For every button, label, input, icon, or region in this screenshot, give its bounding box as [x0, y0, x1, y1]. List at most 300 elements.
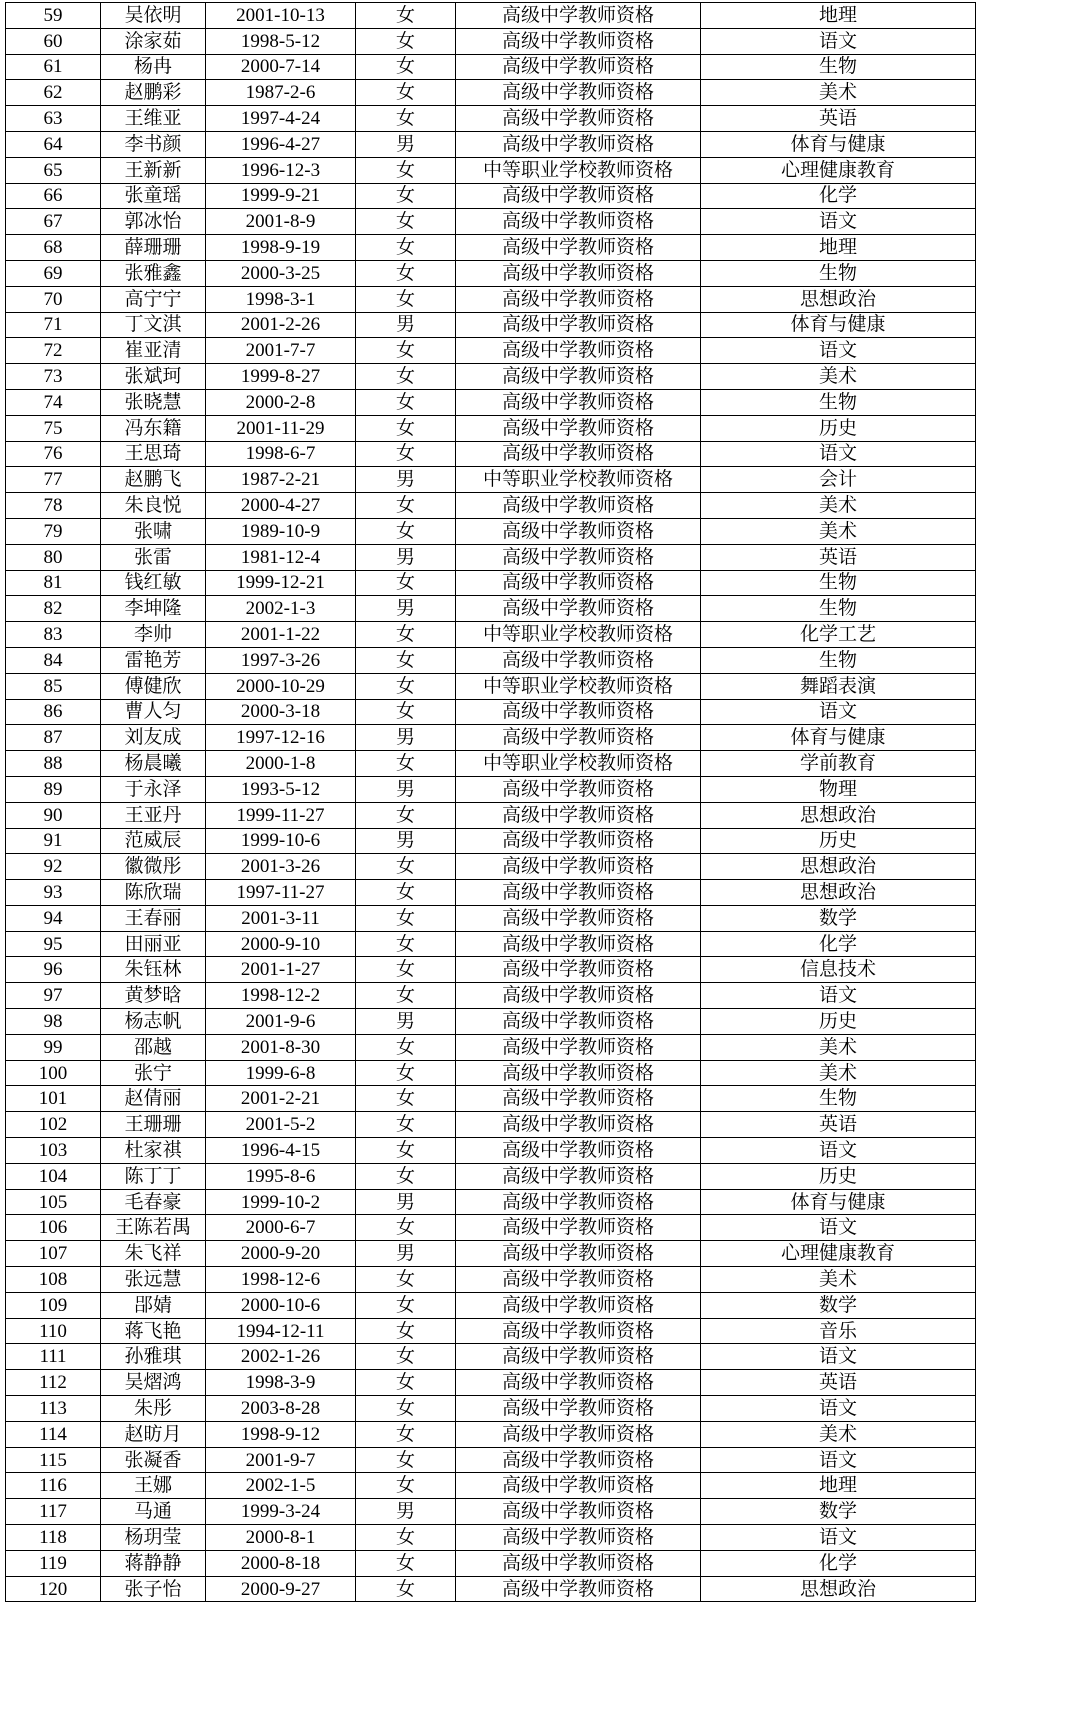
cell-certificate: 高级中学教师资格 [456, 983, 701, 1009]
cell-gender: 男 [356, 1499, 456, 1525]
cell-name: 朱飞祥 [101, 1241, 206, 1267]
cell-name: 张凝香 [101, 1447, 206, 1473]
cell-name: 张晓慧 [101, 389, 206, 415]
cell-name: 王春丽 [101, 905, 206, 931]
cell-subject: 生物 [701, 260, 976, 286]
cell-gender: 女 [356, 157, 456, 183]
cell-certificate: 中等职业学校教师资格 [456, 467, 701, 493]
cell-name: 赵昉月 [101, 1421, 206, 1447]
cell-subject: 语文 [701, 1447, 976, 1473]
cell-seq: 101 [6, 1086, 101, 1112]
cell-seq: 84 [6, 647, 101, 673]
cell-gender: 女 [356, 802, 456, 828]
cell-subject: 美术 [701, 364, 976, 390]
cell-subject: 美术 [701, 80, 976, 106]
cell-gender: 男 [356, 1189, 456, 1215]
cell-birthdate: 2001-1-27 [206, 957, 356, 983]
cell-gender: 女 [356, 1525, 456, 1551]
cell-subject: 生物 [701, 647, 976, 673]
cell-gender: 女 [356, 1138, 456, 1164]
cell-birthdate: 2003-8-28 [206, 1396, 356, 1422]
cell-subject: 历史 [701, 1009, 976, 1035]
cell-certificate: 高级中学教师资格 [456, 80, 701, 106]
cell-gender: 女 [356, 389, 456, 415]
cell-seq: 79 [6, 518, 101, 544]
cell-name: 朱钰林 [101, 957, 206, 983]
roster-table-body [6, 3, 976, 1602]
cell-gender: 女 [356, 54, 456, 80]
cell-subject: 生物 [701, 596, 976, 622]
cell-seq: 113 [6, 1396, 101, 1422]
cell-seq: 69 [6, 260, 101, 286]
cell-name: 薛珊珊 [101, 235, 206, 261]
cell-birthdate: 2000-1-8 [206, 751, 356, 777]
cell-seq: 60 [6, 28, 101, 54]
cell-certificate: 高级中学教师资格 [456, 1086, 701, 1112]
cell-certificate: 高级中学教师资格 [456, 776, 701, 802]
cell-seq: 78 [6, 493, 101, 519]
cell-subject: 生物 [701, 389, 976, 415]
cell-seq: 96 [6, 957, 101, 983]
cell-gender: 女 [356, 1447, 456, 1473]
cell-gender: 女 [356, 1060, 456, 1086]
cell-birthdate: 2000-8-18 [206, 1550, 356, 1576]
cell-birthdate: 2001-8-9 [206, 209, 356, 235]
cell-subject: 生物 [701, 54, 976, 80]
cell-name: 陈丁丁 [101, 1163, 206, 1189]
cell-subject: 语文 [701, 1525, 976, 1551]
cell-certificate: 高级中学教师资格 [456, 183, 701, 209]
cell-gender: 女 [356, 957, 456, 983]
cell-seq: 64 [6, 131, 101, 157]
table-row [6, 467, 976, 493]
table-row [6, 1344, 976, 1370]
cell-seq: 118 [6, 1525, 101, 1551]
cell-seq: 97 [6, 983, 101, 1009]
cell-birthdate: 1998-6-7 [206, 441, 356, 467]
cell-seq: 115 [6, 1447, 101, 1473]
table-row [6, 1060, 976, 1086]
cell-gender: 男 [356, 1241, 456, 1267]
cell-name: 曹人匀 [101, 699, 206, 725]
cell-subject: 会计 [701, 467, 976, 493]
cell-name: 王维亚 [101, 106, 206, 132]
cell-certificate: 高级中学教师资格 [456, 1370, 701, 1396]
table-row [6, 776, 976, 802]
table-row [6, 673, 976, 699]
cell-subject: 美术 [701, 1267, 976, 1293]
cell-certificate: 高级中学教师资格 [456, 1396, 701, 1422]
cell-gender: 女 [356, 1344, 456, 1370]
cell-birthdate: 2000-9-27 [206, 1576, 356, 1602]
cell-seq: 88 [6, 751, 101, 777]
cell-certificate: 高级中学教师资格 [456, 54, 701, 80]
cell-certificate: 高级中学教师资格 [456, 260, 701, 286]
cell-subject: 思想政治 [701, 1576, 976, 1602]
cell-name: 崔亚清 [101, 338, 206, 364]
cell-birthdate: 1999-6-8 [206, 1060, 356, 1086]
cell-birthdate: 1998-9-19 [206, 235, 356, 261]
cell-name: 朱彤 [101, 1396, 206, 1422]
cell-gender: 女 [356, 1550, 456, 1576]
cell-gender: 男 [356, 596, 456, 622]
cell-name: 杨冉 [101, 54, 206, 80]
cell-gender: 女 [356, 673, 456, 699]
cell-subject: 历史 [701, 828, 976, 854]
cell-certificate: 高级中学教师资格 [456, 441, 701, 467]
cell-birthdate: 2001-5-2 [206, 1112, 356, 1138]
cell-gender: 女 [356, 1576, 456, 1602]
cell-gender: 女 [356, 183, 456, 209]
cell-name: 张雅鑫 [101, 260, 206, 286]
cell-birthdate: 1999-12-21 [206, 570, 356, 596]
cell-seq: 98 [6, 1009, 101, 1035]
cell-certificate: 高级中学教师资格 [456, 28, 701, 54]
cell-gender: 女 [356, 441, 456, 467]
cell-birthdate: 1998-5-12 [206, 28, 356, 54]
cell-certificate: 高级中学教师资格 [456, 1060, 701, 1086]
roster-table [5, 2, 976, 1602]
cell-seq: 82 [6, 596, 101, 622]
cell-gender: 女 [356, 1292, 456, 1318]
table-row [6, 905, 976, 931]
cell-certificate: 高级中学教师资格 [456, 1267, 701, 1293]
cell-name: 李帅 [101, 622, 206, 648]
cell-gender: 女 [356, 647, 456, 673]
cell-subject: 语文 [701, 338, 976, 364]
cell-gender: 女 [356, 1215, 456, 1241]
table-row [6, 1525, 976, 1551]
cell-certificate: 高级中学教师资格 [456, 544, 701, 570]
cell-subject: 语文 [701, 983, 976, 1009]
cell-certificate: 高级中学教师资格 [456, 725, 701, 751]
cell-gender: 女 [356, 1267, 456, 1293]
cell-gender: 女 [356, 1370, 456, 1396]
cell-certificate: 高级中学教师资格 [456, 1550, 701, 1576]
cell-gender: 女 [356, 751, 456, 777]
cell-certificate: 高级中学教师资格 [456, 415, 701, 441]
cell-subject: 美术 [701, 1034, 976, 1060]
table-row [6, 364, 976, 390]
cell-birthdate: 2002-1-3 [206, 596, 356, 622]
cell-seq: 85 [6, 673, 101, 699]
table-row [6, 1447, 976, 1473]
cell-name: 朱良悦 [101, 493, 206, 519]
cell-seq: 62 [6, 80, 101, 106]
table-row [6, 1318, 976, 1344]
table-row [6, 518, 976, 544]
cell-birthdate: 1995-8-6 [206, 1163, 356, 1189]
cell-seq: 108 [6, 1267, 101, 1293]
cell-name: 杜家祺 [101, 1138, 206, 1164]
cell-certificate: 高级中学教师资格 [456, 312, 701, 338]
cell-gender: 男 [356, 131, 456, 157]
table-row [6, 3, 976, 29]
cell-seq: 71 [6, 312, 101, 338]
table-row [6, 622, 976, 648]
table-row [6, 828, 976, 854]
cell-name: 雷艳芳 [101, 647, 206, 673]
cell-subject: 英语 [701, 106, 976, 132]
cell-subject: 语文 [701, 1138, 976, 1164]
cell-certificate: 高级中学教师资格 [456, 1215, 701, 1241]
cell-name: 徽微彤 [101, 854, 206, 880]
cell-birthdate: 2000-10-29 [206, 673, 356, 699]
cell-seq: 81 [6, 570, 101, 596]
cell-seq: 63 [6, 106, 101, 132]
cell-name: 郭冰怡 [101, 209, 206, 235]
cell-gender: 女 [356, 1112, 456, 1138]
roster-sheet [0, 2, 1080, 1729]
cell-birthdate: 1998-3-9 [206, 1370, 356, 1396]
cell-birthdate: 1999-9-21 [206, 183, 356, 209]
cell-certificate: 高级中学教师资格 [456, 1241, 701, 1267]
cell-gender: 女 [356, 622, 456, 648]
table-row [6, 1138, 976, 1164]
cell-seq: 99 [6, 1034, 101, 1060]
table-row [6, 699, 976, 725]
cell-name: 田丽亚 [101, 931, 206, 957]
cell-gender: 女 [356, 905, 456, 931]
cell-seq: 107 [6, 1241, 101, 1267]
cell-seq: 106 [6, 1215, 101, 1241]
cell-birthdate: 2001-2-26 [206, 312, 356, 338]
cell-gender: 女 [356, 106, 456, 132]
cell-certificate: 高级中学教师资格 [456, 1525, 701, 1551]
cell-name: 刘友成 [101, 725, 206, 751]
cell-seq: 59 [6, 3, 101, 29]
cell-birthdate: 2000-7-14 [206, 54, 356, 80]
cell-gender: 女 [356, 854, 456, 880]
cell-certificate: 高级中学教师资格 [456, 1318, 701, 1344]
cell-subject: 音乐 [701, 1318, 976, 1344]
cell-birthdate: 1997-11-27 [206, 880, 356, 906]
table-row [6, 1396, 976, 1422]
cell-birthdate: 1997-4-24 [206, 106, 356, 132]
cell-certificate: 高级中学教师资格 [456, 931, 701, 957]
table-row [6, 544, 976, 570]
cell-subject: 地理 [701, 1473, 976, 1499]
cell-certificate: 高级中学教师资格 [456, 828, 701, 854]
cell-gender: 男 [356, 544, 456, 570]
cell-subject: 思想政治 [701, 880, 976, 906]
cell-gender: 女 [356, 1396, 456, 1422]
cell-seq: 75 [6, 415, 101, 441]
cell-birthdate: 2002-1-26 [206, 1344, 356, 1370]
cell-seq: 95 [6, 931, 101, 957]
cell-seq: 66 [6, 183, 101, 209]
cell-seq: 117 [6, 1499, 101, 1525]
cell-subject: 舞蹈表演 [701, 673, 976, 699]
cell-certificate: 高级中学教师资格 [456, 106, 701, 132]
cell-birthdate: 1998-9-12 [206, 1421, 356, 1447]
table-row [6, 802, 976, 828]
cell-seq: 68 [6, 235, 101, 261]
table-row [6, 1086, 976, 1112]
table-row [6, 1034, 976, 1060]
cell-subject: 语文 [701, 1344, 976, 1370]
cell-seq: 119 [6, 1550, 101, 1576]
table-row [6, 493, 976, 519]
table-row [6, 1550, 976, 1576]
table-row [6, 983, 976, 1009]
cell-subject: 生物 [701, 570, 976, 596]
cell-certificate: 中等职业学校教师资格 [456, 622, 701, 648]
cell-certificate: 高级中学教师资格 [456, 1138, 701, 1164]
cell-name: 涂家茹 [101, 28, 206, 54]
cell-gender: 女 [356, 493, 456, 519]
cell-seq: 94 [6, 905, 101, 931]
cell-birthdate: 1996-4-27 [206, 131, 356, 157]
cell-gender: 女 [356, 80, 456, 106]
cell-gender: 男 [356, 312, 456, 338]
cell-gender: 女 [356, 28, 456, 54]
cell-certificate: 高级中学教师资格 [456, 493, 701, 519]
cell-certificate: 中等职业学校教师资格 [456, 673, 701, 699]
cell-birthdate: 1999-10-2 [206, 1189, 356, 1215]
table-row [6, 1370, 976, 1396]
table-row [6, 1112, 976, 1138]
cell-birthdate: 2000-9-20 [206, 1241, 356, 1267]
cell-birthdate: 1999-8-27 [206, 364, 356, 390]
cell-gender: 女 [356, 3, 456, 29]
cell-subject: 思想政治 [701, 286, 976, 312]
cell-birthdate: 1998-3-1 [206, 286, 356, 312]
cell-birthdate: 1996-4-15 [206, 1138, 356, 1164]
cell-birthdate: 2001-7-7 [206, 338, 356, 364]
cell-subject: 美术 [701, 1060, 976, 1086]
table-row [6, 957, 976, 983]
table-row [6, 1009, 976, 1035]
table-row [6, 596, 976, 622]
table-row [6, 338, 976, 364]
cell-name: 傅健欣 [101, 673, 206, 699]
cell-subject: 数学 [701, 1292, 976, 1318]
table-row [6, 441, 976, 467]
cell-gender: 女 [356, 1318, 456, 1344]
cell-subject: 心理健康教育 [701, 1241, 976, 1267]
table-row [6, 854, 976, 880]
cell-gender: 女 [356, 235, 456, 261]
cell-gender: 女 [356, 1086, 456, 1112]
cell-subject: 语文 [701, 441, 976, 467]
cell-certificate: 高级中学教师资格 [456, 131, 701, 157]
cell-birthdate: 2001-8-30 [206, 1034, 356, 1060]
cell-seq: 93 [6, 880, 101, 906]
cell-name: 杨晨曦 [101, 751, 206, 777]
cell-seq: 73 [6, 364, 101, 390]
cell-name: 王思琦 [101, 441, 206, 467]
cell-name: 于永泽 [101, 776, 206, 802]
cell-gender: 女 [356, 983, 456, 1009]
cell-name: 王亚丹 [101, 802, 206, 828]
table-row [6, 1241, 976, 1267]
cell-subject: 心理健康教育 [701, 157, 976, 183]
cell-gender: 女 [356, 286, 456, 312]
cell-certificate: 高级中学教师资格 [456, 1344, 701, 1370]
cell-name: 张斌珂 [101, 364, 206, 390]
cell-birthdate: 1981-12-4 [206, 544, 356, 570]
cell-seq: 70 [6, 286, 101, 312]
cell-seq: 91 [6, 828, 101, 854]
cell-certificate: 高级中学教师资格 [456, 3, 701, 29]
cell-certificate: 高级中学教师资格 [456, 1447, 701, 1473]
cell-seq: 100 [6, 1060, 101, 1086]
cell-subject: 体育与健康 [701, 1189, 976, 1215]
cell-birthdate: 1987-2-21 [206, 467, 356, 493]
cell-birthdate: 1999-10-6 [206, 828, 356, 854]
table-row [6, 931, 976, 957]
cell-seq: 87 [6, 725, 101, 751]
table-row [6, 312, 976, 338]
cell-name: 赵鹏飞 [101, 467, 206, 493]
cell-seq: 89 [6, 776, 101, 802]
cell-certificate: 高级中学教师资格 [456, 1473, 701, 1499]
cell-certificate: 高级中学教师资格 [456, 880, 701, 906]
cell-subject: 语文 [701, 1396, 976, 1422]
cell-seq: 109 [6, 1292, 101, 1318]
cell-birthdate: 1998-12-6 [206, 1267, 356, 1293]
cell-subject: 体育与健康 [701, 312, 976, 338]
cell-certificate: 高级中学教师资格 [456, 1421, 701, 1447]
cell-name: 范威辰 [101, 828, 206, 854]
table-row [6, 1421, 976, 1447]
cell-certificate: 高级中学教师资格 [456, 905, 701, 931]
cell-birthdate: 1997-3-26 [206, 647, 356, 673]
cell-name: 蒋静静 [101, 1550, 206, 1576]
cell-birthdate: 2001-11-29 [206, 415, 356, 441]
table-row [6, 1292, 976, 1318]
cell-birthdate: 2000-6-7 [206, 1215, 356, 1241]
table-row [6, 106, 976, 132]
cell-name: 李坤隆 [101, 596, 206, 622]
cell-name: 张啸 [101, 518, 206, 544]
cell-gender: 女 [356, 209, 456, 235]
cell-certificate: 高级中学教师资格 [456, 1292, 701, 1318]
cell-gender: 女 [356, 1421, 456, 1447]
cell-subject: 地理 [701, 235, 976, 261]
cell-name: 黄梦晗 [101, 983, 206, 1009]
cell-certificate: 高级中学教师资格 [456, 1576, 701, 1602]
table-row [6, 131, 976, 157]
cell-seq: 103 [6, 1138, 101, 1164]
cell-name: 邵越 [101, 1034, 206, 1060]
cell-certificate: 中等职业学校教师资格 [456, 751, 701, 777]
cell-name: 吴熠鸿 [101, 1370, 206, 1396]
cell-name: 张宁 [101, 1060, 206, 1086]
cell-gender: 男 [356, 776, 456, 802]
cell-birthdate: 2000-10-6 [206, 1292, 356, 1318]
cell-seq: 67 [6, 209, 101, 235]
cell-seq: 77 [6, 467, 101, 493]
table-row [6, 647, 976, 673]
cell-name: 张子怡 [101, 1576, 206, 1602]
cell-seq: 83 [6, 622, 101, 648]
table-row [6, 209, 976, 235]
cell-birthdate: 2001-3-11 [206, 905, 356, 931]
cell-certificate: 高级中学教师资格 [456, 1499, 701, 1525]
cell-seq: 111 [6, 1344, 101, 1370]
cell-certificate: 高级中学教师资格 [456, 647, 701, 673]
cell-seq: 114 [6, 1421, 101, 1447]
cell-subject: 信息技术 [701, 957, 976, 983]
cell-gender: 女 [356, 1473, 456, 1499]
table-row [6, 880, 976, 906]
cell-birthdate: 2001-9-6 [206, 1009, 356, 1035]
table-row [6, 570, 976, 596]
cell-gender: 女 [356, 364, 456, 390]
table-row [6, 751, 976, 777]
